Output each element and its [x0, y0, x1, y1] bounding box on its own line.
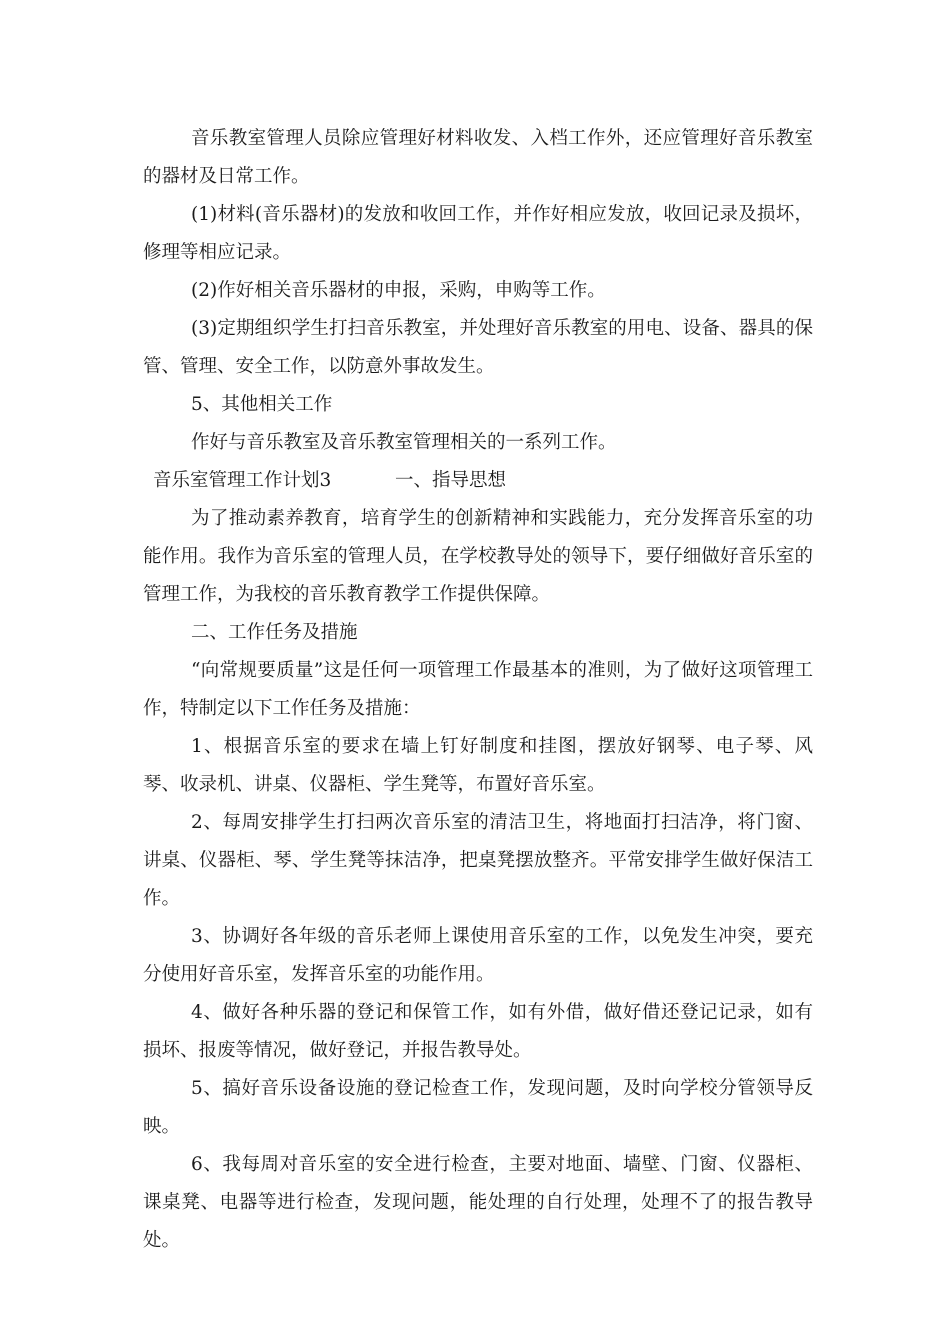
- task-item-5: 5、搞好音乐设备设施的登记检查工作，发现问题，及时向学校分管领导反映。: [143, 1078, 813, 1137]
- paragraph-other-work: 作好与音乐教室及音乐教室管理相关的一系列工作。: [191, 432, 617, 453]
- paragraph-item-1: (1)材料(音乐器材)的发放和收回工作，并作好相应发放，收回记录及损坏，修理等相应记录。: [143, 204, 813, 263]
- document-body: [143, 120, 813, 1260]
- plan-heading-line: [143, 462, 813, 500]
- paragraph-quality-principle: “向常规要质量”这是任何一项管理工作最基本的准则，为了做好这项管理工作，特制定以下工作任务及措施：: [143, 660, 813, 719]
- paragraph-other-work-heading: 5、其他相关工作: [191, 394, 333, 415]
- paragraph-item-3: (3)定期组织学生打扫音乐教室，并处理好音乐教室的用电、设备、器具的保管、管理、安全工作，以防意外事故发生。: [143, 318, 813, 377]
- paragraph-guiding-ideology: 为了推动素养教育，培育学生的创新精神和实践能力，充分发挥音乐室的功能作用。我作为音乐室的管理人员，在学校教导处的领导下，要仔细做好音乐室的管理工作，为我校的音乐教育教学工作提供保障。: [143, 508, 813, 605]
- section-tasks-heading: 二、工作任务及措施: [191, 622, 358, 643]
- plan-title: 音乐室管理工作计划3: [153, 470, 332, 491]
- paragraph-item-2: (2)作好相关音乐器材的申报，采购，申购等工作。: [191, 280, 606, 301]
- task-item-4: 4、做好各种乐器的登记和保管工作，如有外借，做好借还登记记录，如有损坏、报废等情况，做好登记，并报告教导处。: [143, 1002, 813, 1061]
- task-item-3: 3、协调好各年级的音乐老师上课使用音乐室的工作，以免发生冲突，要充分使用好音乐室，发挥音乐室的功能作用。: [143, 926, 813, 985]
- task-item-2: 2、每周安排学生打扫两次音乐室的清洁卫生，将地面打扫洁净，将门窗、讲桌、仪器柜、琴、学生凳等抹洁净，把桌凳摆放整齐。平常安排学生做好保洁工作。: [143, 812, 813, 909]
- task-item-1: 1、根据音乐室的要求在墙上钉好制度和挂图，摆放好钢琴、电子琴、风琴、收录机、讲桌、仪器柜、学生凳等，布置好音乐室。: [143, 736, 813, 795]
- section-guiding-ideology: 一、指导思想: [395, 470, 507, 491]
- task-item-6: 6、我每周对音乐室的安全进行检查，主要对地面、墙壁、门窗、仪器柜、课桌凳、电器等进行检查，发现问题，能处理的自行处理，处理不了的报告教导处。: [143, 1154, 813, 1251]
- paragraph-management-duties: 音乐教室管理人员除应管理好材料收发、入档工作外，还应管理好音乐教室的器材及日常工作。: [143, 128, 813, 187]
